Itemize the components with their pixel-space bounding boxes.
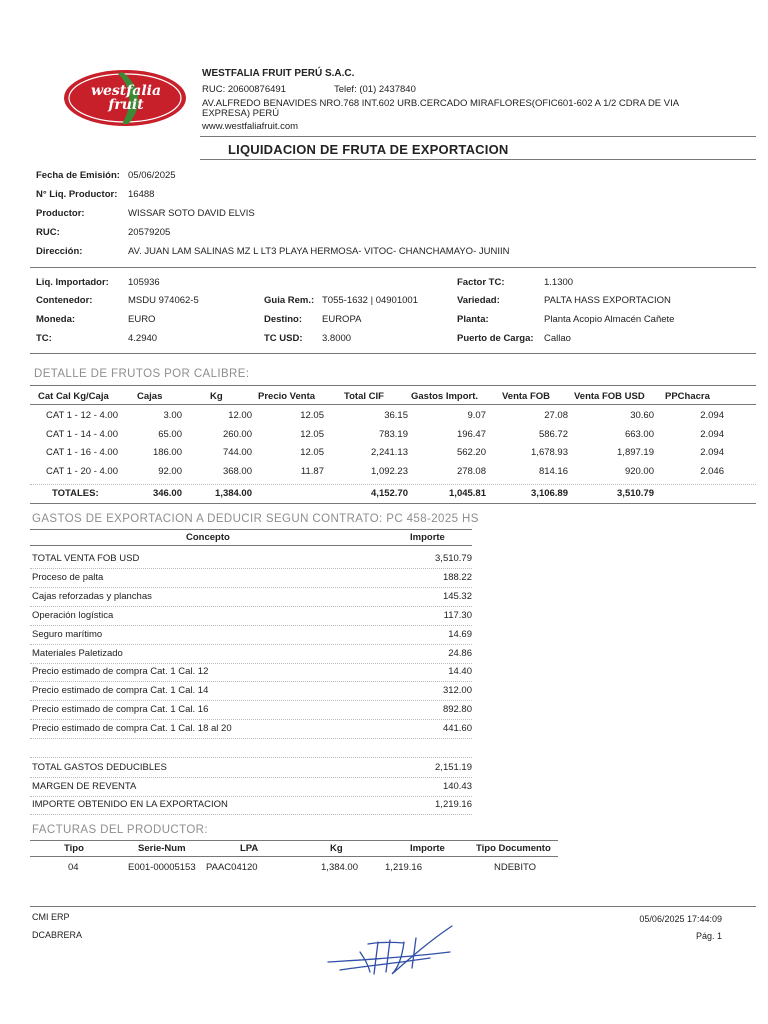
calibre-col-header: Venta FOB USD [574,391,645,402]
calibre-col-header: Total CIF [344,391,384,402]
footer-rule [30,906,756,907]
gastos-importe: 117.30 [443,610,472,621]
gastos-row-divider [30,681,472,682]
calibre-section-title: DETALLE DE FRUTOS POR CALIBRE: [34,368,250,380]
variedad-label: Variedad: [457,295,500,306]
gastos-row-divider [30,663,472,664]
gastos-row-divider [30,644,472,645]
shipment-rule [30,353,756,354]
calibre-total-cell: 4,152.70 [371,488,408,499]
calibre-total-cell: 3,106.89 [531,488,568,499]
calibre-cell: 65.00 [158,429,182,440]
title-top-rule [200,136,756,137]
gastos-summary-row [0,762,480,778]
calibre-cell: CAT 1 - 16 - 4.00 [46,447,118,458]
gastos-row [0,629,480,645]
calibre-cell: 30.60 [630,410,654,421]
planta-label: Planta: [457,314,489,325]
calibre-cell: 12.05 [300,410,324,421]
gastos-importe: 188.22 [442,572,472,583]
gastos-col-importe: Importe [410,532,445,543]
gastos-summary-divider [30,757,472,758]
gastos-summary-row [0,799,480,815]
calibre-cell: 3.00 [163,410,182,421]
calibre-cell: 2.094 [700,447,724,458]
footer-datetime: 05/06/2025 17:44:09 [639,914,722,924]
calibre-row [0,466,768,480]
calibre-col-header: Precio Venta [258,391,316,402]
gastos-row [0,685,480,701]
productor-label: Productor: [36,208,85,219]
gastos-row-divider [30,568,472,569]
calibre-cell: CAT 1 - 14 - 4.00 [46,429,118,440]
calibre-cell: 260.00 [222,429,252,440]
page-title: LIQUIDACION DE FRUTA DE EXPORTACION [228,142,509,157]
gastos-row-divider [30,625,472,626]
calibre-total-cell: TOTALES: [52,488,99,499]
ruc-value: 20579205 [128,227,171,238]
gastos-concepto: Precio estimado de compra Cat. 1 Cal. 16 [32,704,209,715]
calibre-header-top-rule [30,385,756,386]
company-phone: Telef: (01) 2437840 [334,84,416,95]
gastos-importe: 3,510.79 [435,553,472,564]
calibre-row [0,429,768,443]
facturas-col-header: Tipo Documento [476,843,551,854]
gastos-importe: 14.40 [448,666,472,677]
gastos-row [0,648,480,664]
liq-productor-label: N° Liq. Productor: [36,189,118,200]
calibre-cell: 92.00 [158,466,182,477]
calibre-cell: 368.00 [222,466,252,477]
calibre-col-header: PPChacra [665,391,710,402]
gastos-concepto: Precio estimado de compra Cat. 1 Cal. 18 al 20 [32,723,232,734]
liq-importador-value: 105936 [128,277,160,288]
company-address-line2: EXPRESA) PERÚ [202,108,280,119]
calibre-cell: 2.046 [700,466,724,477]
tcusd-label: TC USD: [264,333,303,344]
logo-text: westfalia fruit [90,83,162,113]
gastos-summary-importe: 1,219.16 [435,799,472,810]
gastos-row [0,553,480,569]
gastos-row [0,666,480,682]
facturas-cell: PAAC04120 [206,862,258,873]
calibre-row [0,410,768,424]
calibre-totals-divider [30,484,756,485]
calibre-totals-bottom-rule [30,503,756,504]
calibre-col-header: Cat Cal Kg/Caja [38,391,109,402]
company-website: www.westfaliafruit.com [202,121,299,132]
company-address-line1: AV.ALFREDO BENAVIDES NRO.768 INT.602 URB.CERCADO MIRAFLORES(OFIC601-602 A 1/2 CDRA DE VIA [202,98,680,109]
calibre-cell: 1,678.93 [531,447,568,458]
fecha-label: Fecha de Emisión: [36,170,120,181]
calibre-col-header: Gastos Import. [411,391,479,402]
gastos-summary-divider-line [30,777,472,778]
calibre-cell: 2,241.13 [371,447,408,458]
gastos-row [0,572,480,588]
facturas-section-title: FACTURAS DEL PRODUCTOR: [32,824,208,836]
calibre-cell: 2.094 [700,410,724,421]
gastos-summary-importe: 2,151.19 [435,762,472,773]
gastos-concepto: Precio estimado de compra Cat. 1 Cal. 12 [32,666,209,677]
company-logo [62,68,188,128]
calibre-totals-row [0,488,768,502]
facturas-col-header: Importe [410,843,445,854]
facturas-col-header: Kg [330,843,343,854]
calibre-cell: 562.20 [456,447,486,458]
calibre-cell: 1,092.23 [371,466,408,477]
calibre-cell: CAT 1 - 12 - 4.00 [46,410,118,421]
gastos-importe: 24.86 [448,648,472,659]
calibre-cell: 2.094 [700,429,724,440]
calibre-total-cell: 1,384.00 [215,488,252,499]
productor-value: WISSAR SOTO DAVID ELVIS [128,208,255,219]
ruc-label: RUC: [36,227,60,238]
gastos-summary-row [0,781,480,797]
direccion-value: AV. JUAN LAM SALINAS MZ L LT3 PLAYA HERMOSA- VITOC- CHANCHAMAYO- JUNIIN [128,246,510,257]
calibre-cell: 11.87 [300,466,324,477]
gastos-concepto: Operación logística [32,610,114,621]
calibre-cell: 12.00 [228,410,252,421]
gastos-summary-concepto: IMPORTE OBTENIDO EN LA EXPORTACION [32,799,228,810]
planta-value: Planta Acopio Almacén Cañete [544,314,675,325]
destino-value: EUROPA [322,314,362,325]
gastos-importe: 441.60 [442,723,472,734]
facturas-header-top-rule [30,840,558,841]
footer-page: Pág. 1 [695,931,722,941]
producer-rule [30,267,756,268]
guia-value: T055-1632 | 04901001 [322,295,418,306]
calibre-cell: 814.16 [538,466,568,477]
facturas-row [0,862,768,876]
calibre-cell: CAT 1 - 20 - 4.00 [46,466,118,477]
gastos-row [0,704,480,720]
gastos-concepto: Materiales Paletizado [32,648,123,659]
destino-label: Destino: [264,314,302,325]
gastos-importe: 14.69 [448,629,472,640]
calibre-cell: 783.19 [378,429,408,440]
company-ruc: RUC: 20600876491 [202,84,286,95]
gastos-concepto: Precio estimado de compra Cat. 1 Cal. 14 [32,685,209,696]
moneda-label: Moneda: [36,314,76,325]
calibre-cell: 196.47 [456,429,486,440]
fecha-value: 05/06/2025 [128,170,176,181]
calibre-cell: 744.00 [222,447,252,458]
calibre-total-cell: 3,510.79 [617,488,654,499]
gastos-row-divider [30,738,472,739]
calibre-cell: 9.07 [467,410,486,421]
calibre-cell: 1,897.19 [617,447,654,458]
facturas-cell: NDEBITO [494,862,537,873]
moneda-value: EURO [128,314,156,325]
puerto-label: Puerto de Carga: [457,333,534,344]
gastos-concepto: Seguro marítimo [32,629,103,640]
facturas-cell: 04 [68,862,79,873]
contenedor-value: MSDU 974062-5 [128,295,199,306]
gastos-row-divider [30,700,472,701]
gastos-row [0,591,480,607]
facturas-col-header: Serie-Num [138,843,186,854]
gastos-importe: 145.32 [442,591,472,602]
gastos-concepto: TOTAL VENTA FOB USD [32,553,140,564]
tcusd-value: 3.8000 [322,333,352,344]
gastos-summary-concepto: MARGEN DE REVENTA [32,781,137,792]
calibre-cell: 27.08 [544,410,568,421]
gastos-col-concepto: Concepto [186,532,230,543]
tc-label: TC: [36,333,52,344]
gastos-row-divider [30,587,472,588]
facturas-cell: 1,384.00 [321,862,358,873]
gastos-row [0,610,480,626]
gastos-summary-importe: 140.43 [442,781,472,792]
tc-value: 4.2940 [128,333,158,344]
calibre-cell: 278.08 [456,466,486,477]
calibre-col-header: Venta FOB [502,391,551,402]
calibre-cell: 920.00 [624,466,654,477]
contenedor-label: Contenedor: [36,295,93,306]
facturas-col-header: Tipo [64,843,84,854]
signature [320,922,460,982]
gastos-importe: 892.80 [442,704,472,715]
factor-value: 1.1300 [544,277,574,288]
gastos-row-divider [30,606,472,607]
footer-system: CMI ERP [32,912,70,922]
gastos-header-bottom-rule [30,545,472,546]
gastos-summary-concepto: TOTAL GASTOS DEDUCIBLES [32,762,167,773]
calibre-col-header: Cajas [137,391,163,402]
facturas-col-header: LPA [240,843,259,854]
facturas-cell: E001-00005153 [128,862,196,873]
gastos-section-title: GASTOS DE EXPORTACION A DEDUCIR SEGUN CONTRATO: PC 458-2025 HS [32,513,479,525]
calibre-cell: 36.15 [384,410,408,421]
calibre-header-bottom-rule [30,404,756,405]
gastos-concepto: Proceso de palta [32,572,104,583]
facturas-header-bottom-rule [30,856,558,857]
liq-importador-label: Liq. Importador: [36,277,109,288]
calibre-row [0,447,768,461]
liq-productor-value: 16488 [128,189,155,200]
title-bottom-rule [200,159,756,160]
company-name: WESTFALIA FRUIT PERÚ S.A.C. [202,68,355,79]
gastos-summary-divider-line [30,796,472,797]
guia-label: Guia Rem.: [264,295,315,306]
gastos-header-top-rule [30,529,472,530]
calibre-cell: 12.05 [300,429,324,440]
calibre-total-cell: 1,045.81 [449,488,486,499]
factor-label: Factor TC: [457,277,505,288]
calibre-cell: 663.00 [624,429,654,440]
facturas-cell: 1,219.16 [385,862,422,873]
gastos-row-divider [30,719,472,720]
gastos-row [0,723,480,739]
gastos-summary-divider-line [30,814,472,815]
footer-user: DCABRERA [32,930,83,940]
calibre-cell: 12.05 [300,447,324,458]
calibre-col-header: Kg [210,391,223,402]
gastos-concepto: Cajas reforzadas y planchas [32,591,152,602]
calibre-cell: 186.00 [152,447,182,458]
puerto-value: Callao [544,333,571,344]
variedad-value: PALTA HASS EXPORTACION [544,295,671,306]
direccion-label: Dirección: [36,246,83,257]
gastos-importe: 312.00 [442,685,472,696]
calibre-total-cell: 346.00 [152,488,182,499]
calibre-cell: 586.72 [538,429,568,440]
